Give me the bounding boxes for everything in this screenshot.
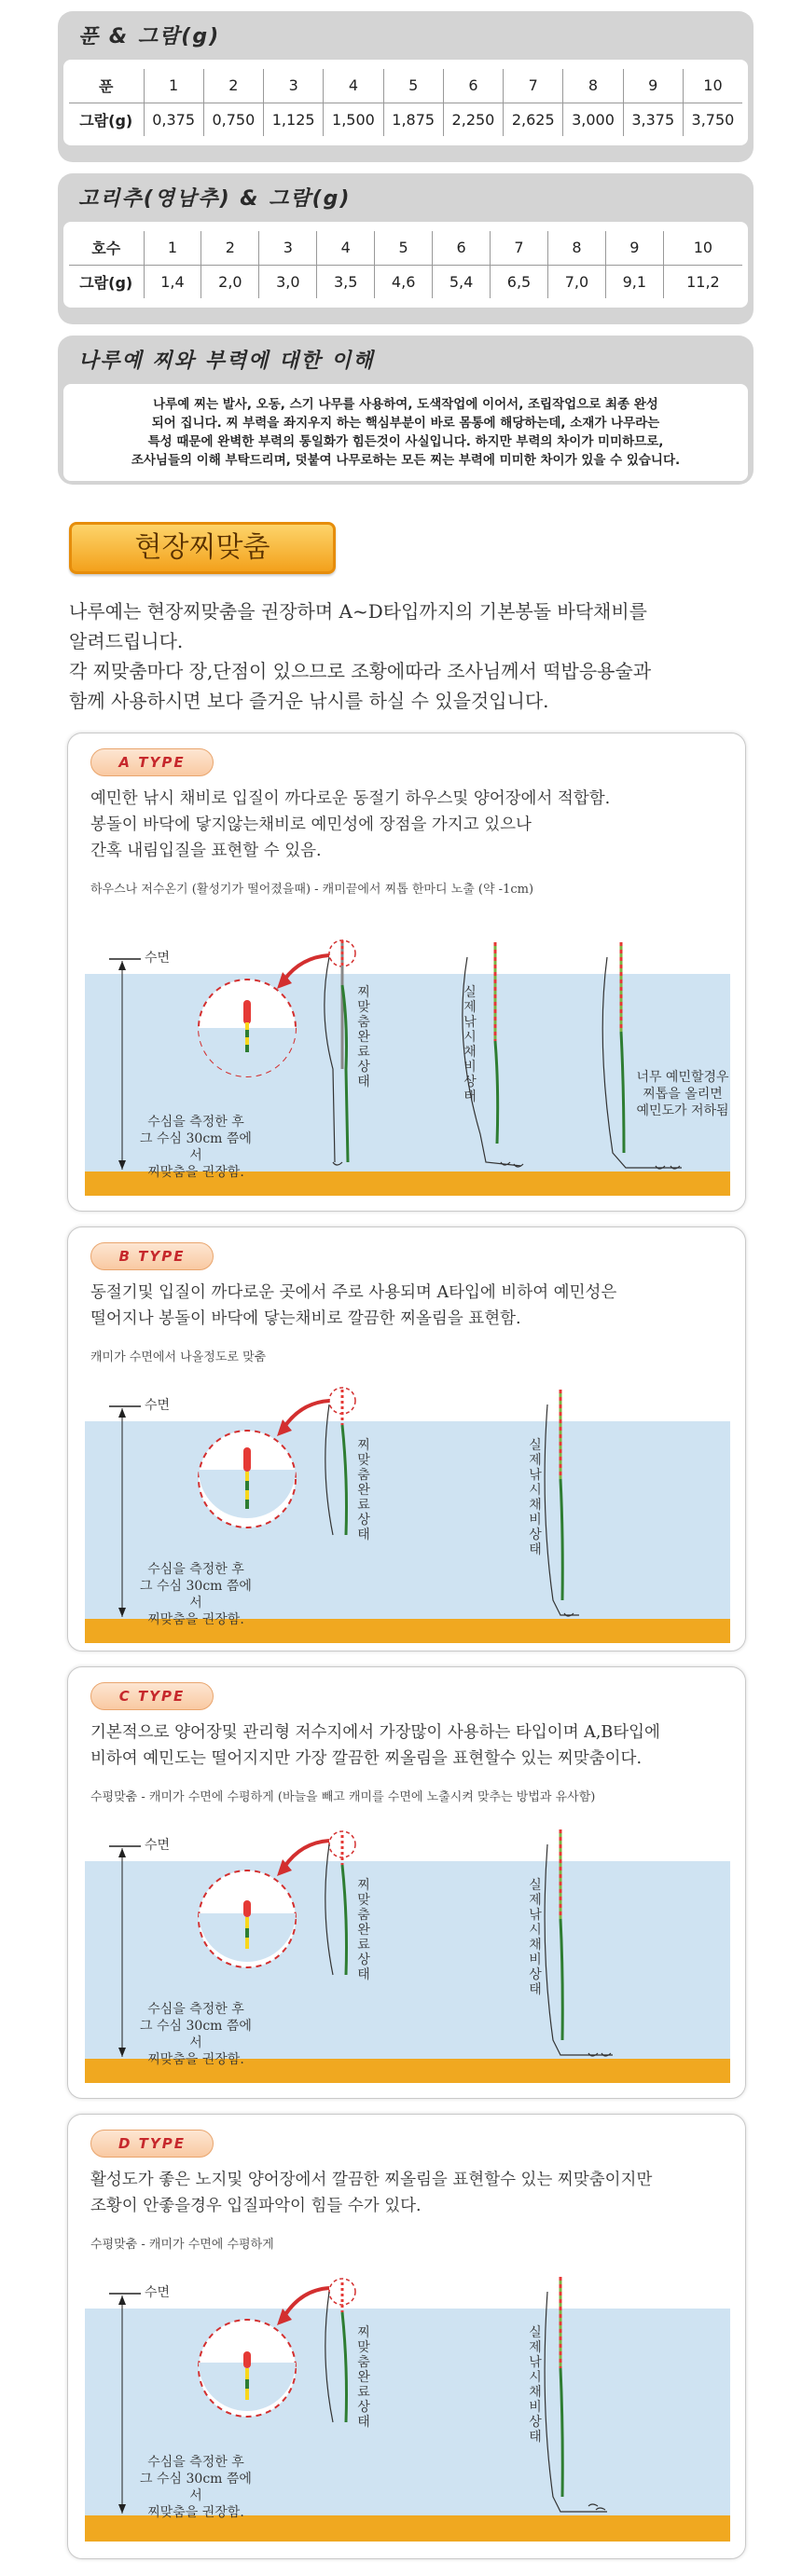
intro-line: 나루예는 현장찌맞춤을 권장하며 A~D타입까지의 기본봉돌 바닥채비를 — [69, 600, 647, 623]
buoyancy-title: 나루예 찌와 부력에 대한 이해 — [78, 349, 375, 373]
table-cell: 6 — [433, 231, 491, 265]
table-cell: 2,625 — [504, 103, 563, 136]
row-label: 그람(g) — [79, 111, 133, 130]
measure-note — [135, 1561, 256, 1628]
table-row — [69, 103, 742, 136]
measure-line: 수심을 측정한 후 — [147, 1115, 244, 1130]
type-d-subnote: 수평맞춤 - 캐미가 수면에 수평하게 — [90, 2238, 274, 2252]
float-segment — [245, 1917, 249, 1928]
desc-line: 떨어지나 봉돌이 바닥에 닿는채비로 깔끔한 찌올림을 표현함. — [90, 1309, 521, 1328]
type-b-diagram — [85, 1377, 730, 1647]
buoyancy-note — [63, 384, 748, 481]
buoyancy-section — [58, 336, 754, 485]
type-b-card — [67, 1226, 746, 1651]
table-cell: 3 — [259, 231, 317, 265]
type-a-description — [90, 786, 734, 864]
table-cell: 1 — [144, 69, 203, 103]
table-cell: 5 — [375, 231, 433, 265]
float-segment — [245, 1030, 249, 1037]
table-cell: 1,500 — [324, 103, 383, 136]
row-label: 그람(g) — [79, 273, 133, 292]
type-c-description — [90, 1720, 734, 1772]
table-cell: 5,4 — [433, 265, 491, 298]
surface-label: 수면 — [145, 951, 171, 966]
table-cell: 4 — [324, 69, 383, 103]
table-cell: 10 — [683, 69, 742, 103]
type-c-diagram — [85, 1816, 730, 2087]
measure-line: 수심을 측정한 후 — [147, 2455, 244, 2470]
table-cell: 9,1 — [605, 265, 663, 298]
measure-line: 찌맞춤을 권장함. — [147, 1165, 244, 1180]
extra-line: 너무 예민할경우 — [636, 1070, 729, 1085]
sinker-gram-table — [69, 231, 742, 298]
measure-line: 찌맞춤을 권장함. — [147, 2505, 244, 2520]
complete-label: 찌맞춤 완료상태 — [357, 1878, 370, 1982]
measure-note — [135, 2001, 256, 2068]
row-label: 푼 — [69, 69, 144, 103]
field-tuning-badge: 현장찌맞춤 — [69, 522, 336, 574]
measure-note — [135, 1114, 256, 1181]
table-cell: 0,750 — [203, 103, 263, 136]
float-segment — [245, 1045, 249, 1052]
float-segment — [245, 1472, 249, 1481]
fishing-label: 실제 낚시채비상태 — [529, 1438, 542, 1557]
pun-gram-section — [58, 11, 754, 162]
type-a-label: A TYPE — [90, 748, 214, 776]
pun-gram-table — [69, 69, 742, 136]
table-cell: 5 — [383, 69, 443, 103]
table-cell: 4,6 — [375, 265, 433, 298]
float-segment — [245, 1928, 249, 1938]
table-cell: 1,4 — [144, 265, 201, 298]
type-d-label: D TYPE — [90, 2130, 214, 2158]
extra-line: 찌톱을 올리면 — [643, 1087, 723, 1102]
measure-note — [135, 2454, 256, 2521]
table-cell: 3,000 — [563, 103, 623, 136]
type-b-description — [90, 1280, 734, 1332]
float-segment — [245, 1481, 249, 1490]
table-cell: 3,750 — [683, 103, 742, 136]
float-tip-red — [243, 1447, 251, 1472]
table-cell: 3 — [264, 69, 324, 103]
sinker-gram-section — [58, 173, 754, 324]
type-b-subnote: 캐미가 수면에서 나올정도로 맞춤 — [90, 1350, 267, 1364]
surface-label: 수면 — [145, 2285, 171, 2300]
table-cell: 1 — [144, 231, 201, 265]
measure-line: 그 수심 30cm 쯤에서 — [140, 2472, 252, 2503]
measure-line: 찌맞춤을 권장함. — [147, 1612, 244, 1627]
table-cell: 7,0 — [547, 265, 605, 298]
table-row — [69, 69, 742, 103]
type-a-card — [67, 733, 746, 1212]
table-cell: 3,375 — [623, 103, 683, 136]
fishing-label: 실제 낚시채비상태 — [463, 985, 477, 1104]
table-cell: 8 — [563, 69, 623, 103]
fishing-label: 실제 낚시채비상태 — [529, 1878, 542, 1997]
float-tip-red — [243, 2351, 251, 2368]
surface-label: 수면 — [145, 1398, 171, 1413]
float-segment — [245, 2368, 249, 2379]
desc-line: 활성도가 좋은 노지및 양어장에서 깔끔한 찌올림을 표현할수 있는 찌맞춤이지만 — [90, 2171, 653, 2189]
measure-line: 그 수심 30cm 쯤에서 — [140, 1131, 252, 1163]
type-d-diagram — [85, 2264, 730, 2543]
sensitivity-note — [631, 1069, 734, 1119]
float-tip-red — [243, 1900, 251, 1917]
float-segment — [245, 1037, 249, 1045]
type-c-card — [67, 1666, 746, 2099]
desc-line: 동절기및 입질이 까다로운 곳에서 주로 사용되며 A타입에 비하여 예민성은 — [90, 1283, 617, 1302]
depth-arrow-top — [118, 1848, 126, 1857]
desc-line: 기본적으로 양어장및 관리형 저수지에서 가장많이 사용하는 타입이며 A,B타입에 — [90, 1723, 660, 1742]
float-segment — [245, 1022, 249, 1030]
measure-line: 수심을 측정한 후 — [147, 1562, 244, 1577]
note-line: 조사님들의 이해 부탁드리며, 덧붙여 나무로하는 모든 찌는 부력에 미미한 차이가 있을 수 있습니다. — [131, 453, 681, 468]
float-segment — [245, 2379, 249, 2389]
table-cell: 8 — [547, 231, 605, 265]
table-cell: 2 — [201, 231, 259, 265]
complete-label: 찌맞춤 완료상태 — [357, 2325, 370, 2430]
type-c-label: C TYPE — [90, 1682, 214, 1710]
pun-gram-table-wrap — [63, 60, 748, 145]
table-cell: 3,5 — [317, 265, 375, 298]
table-cell: 2,0 — [201, 265, 259, 298]
desc-line: 간혹 내림입질을 표현할 수 있음. — [90, 842, 322, 860]
measure-line: 그 수심 30cm 쯤에서 — [140, 2019, 252, 2050]
table-cell: 2 — [203, 69, 263, 103]
fishing-label: 실제 낚시채비상태 — [529, 2325, 542, 2445]
table-cell: 2,250 — [443, 103, 503, 136]
sinker-gram-table-wrap — [63, 222, 748, 308]
type-c-subnote: 수평맞춤 - 캐미가 수면에 수평하게 (바늘을 빼고 캐미를 수면에 노출시켜 맞추는 방법과 유사함) — [90, 1790, 596, 1804]
float-segment — [245, 2389, 249, 2400]
table-cell: 11,2 — [663, 265, 742, 298]
table-cell: 6,5 — [491, 265, 548, 298]
measure-line: 찌맞춤을 권장함. — [147, 2052, 244, 2067]
intro-text — [69, 596, 759, 716]
desc-line: 예민한 낚시 채비로 입질이 까다로운 동절기 하우스및 양어장에서 적합함. — [90, 789, 611, 808]
desc-line: 비하여 예민도는 떨어지지만 가장 깔끔한 찌올림을 표현할수 있는 찌맞춤이다. — [90, 1749, 643, 1768]
note-line: 나루예 찌는 발사, 오동, 스기 나무를 사용하여, 도색작업에 이어서, 조립작업으로 최종 완성 — [153, 397, 658, 412]
type-b-label: B TYPE — [90, 1242, 214, 1270]
table-cell: 3,0 — [259, 265, 317, 298]
table-cell: 1,125 — [264, 103, 324, 136]
table-cell: 9 — [623, 69, 683, 103]
table-cell: 4 — [317, 231, 375, 265]
intro-line: 알려드립니다. — [69, 630, 184, 652]
extra-line: 예민도가 저하됨 — [636, 1103, 729, 1118]
float-segment — [245, 1490, 249, 1500]
surface-label: 수면 — [145, 1838, 171, 1853]
table-cell: 1,875 — [383, 103, 443, 136]
complete-label: 찌맞춤 완료상태 — [357, 1438, 370, 1542]
depth-arrow-top — [118, 961, 126, 970]
table-cell: 9 — [605, 231, 663, 265]
complete-label: 찌맞춤 완료상태 — [357, 985, 370, 1089]
pun-gram-title: 푼 & 그람(g) — [78, 25, 221, 48]
table-cell: 10 — [663, 231, 742, 265]
depth-arrow-top — [118, 2295, 126, 2305]
depth-arrow-top — [118, 1408, 126, 1418]
table-cell: 0,375 — [144, 103, 203, 136]
desc-line: 봉돌이 바닥에 닿지않는채비로 예민성에 장점을 가지고 있으나 — [90, 815, 532, 834]
type-a-subnote: 하우스나 저수온기 (활성기가 떨어졌을때) - 캐미끝에서 찌톱 한마디 노출 (약 -1cm) — [90, 883, 534, 897]
float-segment — [245, 1938, 249, 1949]
type-d-card — [67, 2114, 746, 2559]
type-a-diagram — [85, 929, 730, 1199]
table-cell: 7 — [491, 231, 548, 265]
row-label: 호수 — [69, 231, 144, 265]
table-row — [69, 231, 742, 265]
float-tip-red — [243, 1000, 251, 1024]
note-line: 특성 때문에 완벽한 부력의 통일화가 힘든것이 사실입니다. 하지만 부력의 차이가 미미하므로, — [147, 434, 664, 449]
sinker-gram-title: 고리추(영남추) & 그람(g) — [78, 187, 352, 211]
intro-line: 각 찌맞춤마다 장,단점이 있으므로 조황에따라 조사님께서 떡밥응용술과 — [69, 660, 652, 682]
note-line: 되어 집니다. 찌 부력을 좌지우지 하는 핵심부분이 바로 몸통에 해당하는데, 소재가 나무라는 — [151, 416, 660, 431]
measure-line: 그 수심 30cm 쯤에서 — [140, 1579, 252, 1610]
measure-line: 수심을 측정한 후 — [147, 2002, 244, 2017]
table-cell: 6 — [443, 69, 503, 103]
table-cell: 7 — [504, 69, 563, 103]
intro-line: 함께 사용하시면 보다 즐거운 낚시를 하실 수 있을것입니다. — [69, 690, 549, 712]
table-row — [69, 265, 742, 298]
type-d-description — [90, 2167, 734, 2219]
float-segment — [245, 1500, 249, 1509]
desc-line: 조황이 안좋을경우 입질파악이 힘들 수가 있다. — [90, 2197, 422, 2215]
